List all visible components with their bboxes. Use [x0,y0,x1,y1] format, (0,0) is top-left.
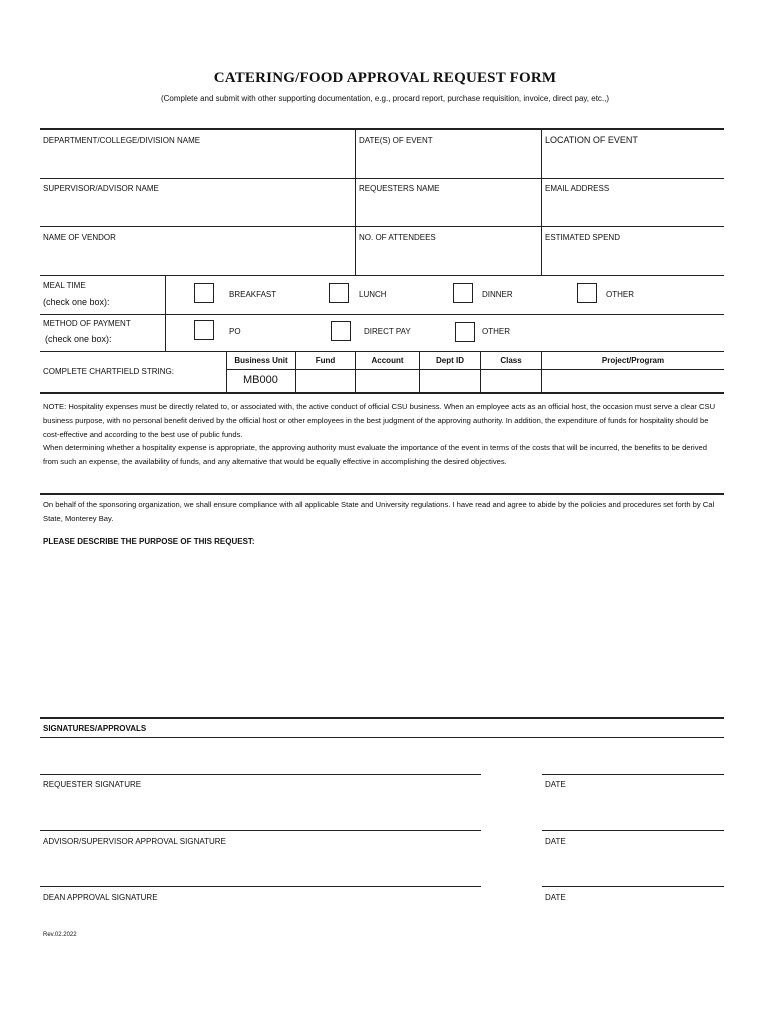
meal-time-hint: (check one box): [43,297,110,307]
requester-date-line[interactable] [542,774,724,775]
advisor-date-line[interactable] [542,830,724,831]
requester-name-label: REQUESTERS NAME [359,184,440,193]
dinner-label: DINNER [482,290,513,299]
department-label: DEPARTMENT/COLLEGE/DIVISION NAME [43,136,201,145]
meal-other-label: OTHER [606,290,634,299]
event-dates-field[interactable] [358,148,538,176]
direct-pay-label: DIRECT PAY [364,327,411,336]
vendor-field[interactable] [42,245,352,273]
event-location-label: LOCATION OF EVENT [545,135,638,145]
requester-name-field[interactable] [358,196,538,224]
payment-other-label: OTHER [482,327,510,336]
form-subtitle: (Complete and submit with other supporting documentation, e.g., procard report, purchase requisition, invoice, direct pay, etc.,) [160,94,610,103]
purpose-field[interactable] [42,552,722,712]
business-unit-value[interactable]: MB000 [243,374,278,386]
event-dates-label: DATE(S) OF EVENT [359,136,433,145]
requester-date-label: DATE [545,780,566,789]
divider [165,276,166,314]
account-field[interactable] [356,370,418,391]
revision-label: Rev.02.2022 [43,932,77,938]
dean-date-line[interactable] [542,886,724,887]
requester-signature-line[interactable] [40,774,481,775]
divider [40,392,724,394]
department-field[interactable] [42,148,352,176]
dept-id-field[interactable] [420,370,479,391]
payment-other-checkbox[interactable] [455,322,475,342]
hospitality-note [43,400,723,469]
business-unit-header: Business Unit [234,356,288,365]
advisor-signature-label: ADVISOR/SUPERVISOR APPROVAL SIGNATURE [43,837,226,846]
dinner-checkbox[interactable] [453,283,473,303]
direct-pay-checkbox[interactable] [331,321,351,341]
divider [165,315,166,352]
divider [40,275,724,276]
dean-signature-label: DEAN APPROVAL SIGNATURE [43,893,158,902]
fund-field[interactable] [296,370,354,391]
divider [541,129,542,275]
divider [40,717,724,719]
payment-method-hint: (check one box): [45,334,112,344]
dean-date-label: DATE [545,893,566,902]
note-paragraph: When determining whether a hospitality expense is appropriate, the approving authority must evaluate the importance of the event in terms of the costs that will be incurred, the benefits to be derived from such an expense, the availability of funds, and any alternative that would be equally effective in accomplishing the desired objectives. [43,443,707,467]
meal-time-label: MEAL TIME [43,281,86,290]
email-field[interactable] [544,196,722,224]
dean-signature-line[interactable] [40,886,481,887]
divider [355,129,356,275]
supervisor-label: SUPERVISOR/ADVISOR NAME [43,184,159,193]
breakfast-label: BREAKFAST [229,290,277,299]
divider [40,493,724,495]
email-label: EMAIL ADDRESS [545,184,610,193]
account-header: Account [371,356,404,365]
estimated-spend-field[interactable] [544,245,722,273]
divider [40,351,724,352]
supervisor-field[interactable] [42,196,352,224]
chartfield-label: COMPLETE CHARTFIELD STRING: [43,367,174,376]
po-label: PO [229,327,241,336]
divider [40,128,724,130]
meal-other-checkbox[interactable] [577,283,597,303]
attendees-field[interactable] [358,245,538,273]
event-location-field[interactable] [544,148,722,176]
class-header: Class [500,356,522,365]
requester-signature-label: REQUESTER SIGNATURE [43,780,142,789]
dept-id-header: Dept ID [436,356,464,365]
fund-header: Fund [315,356,336,365]
payment-method-label: METHOD OF PAYMENT [43,319,131,328]
divider [40,737,724,738]
vendor-label: NAME OF VENDOR [43,233,116,242]
form-title: CATERING/FOOD APPROVAL REQUEST FORM [213,70,557,86]
divider [40,314,724,315]
project-program-field[interactable] [542,370,723,391]
lunch-checkbox[interactable] [329,283,349,303]
breakfast-checkbox[interactable] [194,283,214,303]
estimated-spend-label: ESTIMATED SPEND [545,233,620,242]
note-paragraph: NOTE: Hospitality expenses must be directly related to, or associated with, the active conduct of official CSU business. When an employee acts as an official host, the occasion must serve a clear CSU business purpose, with no personal benefit derived by the official host or other employees in the best judgment of the approving authority. In addition, the expenditure of funds for hospitality should be cost-effective and according to the best use of public funds. [43,402,716,439]
project-program-header: Project/Program [601,356,665,365]
divider [40,178,724,179]
purpose-label: PLEASE DESCRIBE THE PURPOSE OF THIS REQUEST: [43,537,255,546]
signatures-heading: SIGNATURES/APPROVALS [43,724,147,733]
lunch-label: LUNCH [359,290,387,299]
class-field[interactable] [481,370,540,391]
compliance-statement: On behalf of the sponsoring organization, we shall ensure compliance with all applicable State and University regulations. I have read and agree to abide by the policies and procedures set forth by Cal State, Monterey Bay. [43,500,715,523]
po-checkbox[interactable] [194,320,214,340]
advisor-signature-line[interactable] [40,830,481,831]
advisor-date-label: DATE [545,837,566,846]
attendees-label: NO. OF ATTENDEES [359,233,436,242]
divider [40,226,724,227]
